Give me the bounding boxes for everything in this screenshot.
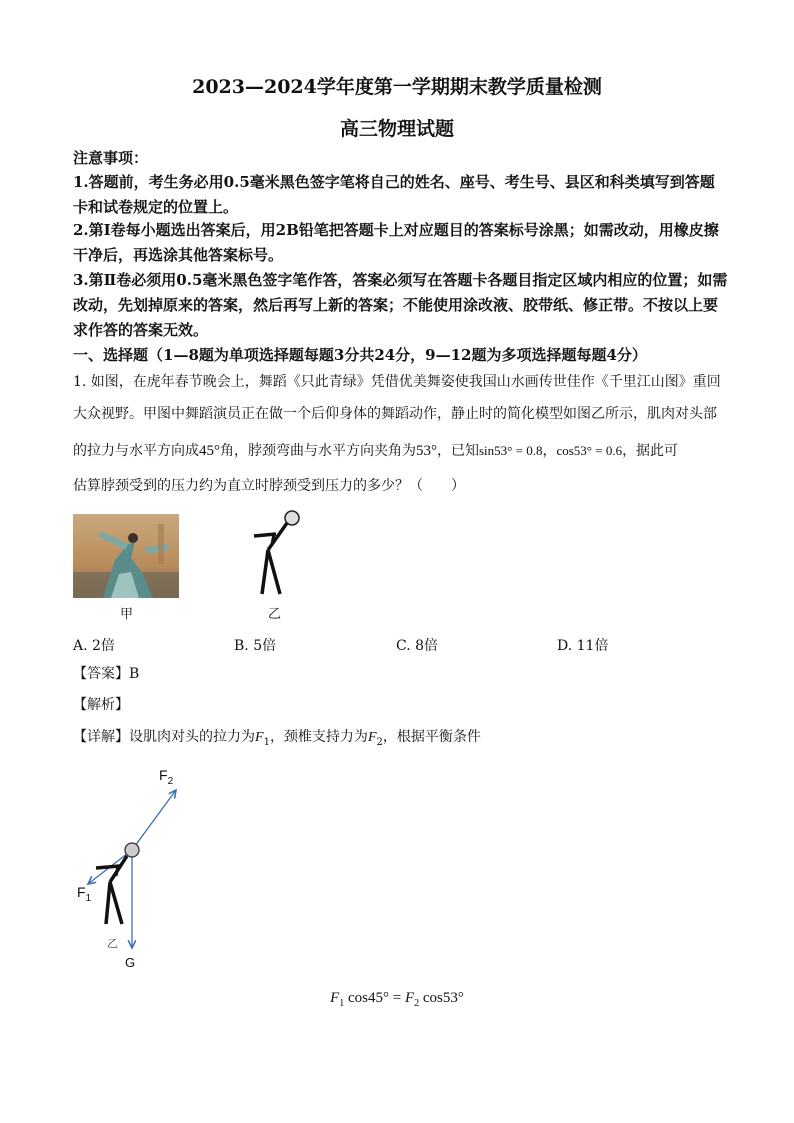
label-G: G (125, 955, 136, 970)
option-b[interactable]: B. 5倍 (234, 638, 277, 654)
question-line-1: 1. 如图，在虎年春节晚会上，舞蹈《只此青绿》凭借优美舞姿使我国山水画传世佳作《千里江山图》重回 (73, 374, 721, 390)
dancer-photo (73, 514, 179, 598)
note-item-2: 2.第Ⅰ卷每小题选出答案后，用2B铅笔把答题卡上对应题目的答案标号涂黑；如需改动，用橡皮擦干净后，再选涂其他答案标号。 (73, 221, 719, 264)
figure-b-label: 乙 (268, 606, 282, 621)
force-figure-label: 乙 (107, 938, 118, 950)
notes-heading: 注意事项： (73, 149, 149, 167)
question-line-2: 大众视野。甲图中舞蹈演员正在做一个后仰身体的舞蹈动作，静止时的简化模型如图乙所示，肌肉对头部 (73, 406, 717, 422)
label-F2: $F_2$ (159, 767, 174, 787)
option-d[interactable]: D. 11倍 (557, 638, 609, 654)
angle-45: 45° (199, 443, 220, 459)
angle-53: 53° (416, 443, 437, 459)
detail-line: 【详解】设肌肉对头的拉力为$F_1$，颈椎支持力为$F_2$，根据平衡条件 (73, 729, 481, 748)
force-diagram (74, 762, 194, 972)
stick-figure-diagram (248, 508, 308, 600)
option-a[interactable]: A. 2倍 (73, 638, 115, 654)
analysis-label: 【解析】 (73, 697, 129, 713)
question-line-4: 估算脖颈受到的压力约为直立时脖颈受到压力的多少？（ ） (73, 478, 465, 494)
option-c[interactable]: C. 8倍 (396, 638, 439, 654)
var-F1: F (255, 730, 264, 745)
note-item-1: 1.答题前，考生务必用0.5毫米黑色签字笔将自己的姓名、座号、考生号、县区和科类填写到答题卡和试卷规定的位置上。 (73, 173, 715, 216)
note-item-3: 3.第Ⅱ卷必须用0.5毫米黑色签字笔作答，答案必须写在答题卡各题目指定区域内相应的位置；如需改动，先划掉原来的答案，然后再写上新的答案；不能使用涂改液、胶带纸、修正带。不按以上要求作答的答案无效。 (73, 271, 728, 339)
given-cos53: cos53° = 0.6 (556, 443, 623, 458)
equilibrium-equation: $F_1$ $\cos 45^\circ = F_2$ cos53° (330, 990, 464, 1009)
given-sin53: sin53° = 0.8 (479, 443, 543, 458)
exam-title: 2023—2024学年度第一学期期末教学质量检测 (192, 76, 602, 98)
label-F1: $F_1$ (77, 884, 92, 904)
section-heading: 一、选择题（1—8题为单项选择题每题3分共24分，9—12题为多项选择题每题4分） (73, 346, 647, 364)
figure-a-label: 甲 (120, 606, 134, 621)
var-F2: F (367, 730, 377, 745)
question-line-3: 的拉力与水平方向成45°角，脖颈弯曲与水平方向夹角为53°，已知sin53° = 0.8，cos53° = 0.6，据此可 (73, 443, 679, 459)
exam-subtitle: 高三物理试题 (339, 118, 454, 140)
answer-label: 【答案】B (73, 666, 140, 682)
